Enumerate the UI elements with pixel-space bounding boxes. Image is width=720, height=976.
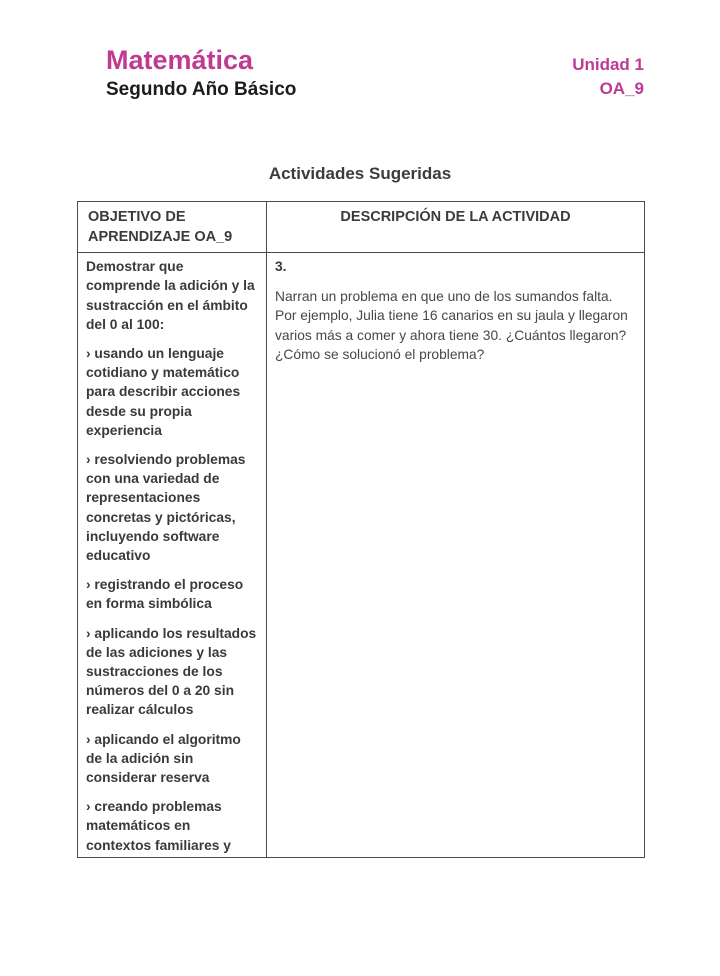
oa-code-label: OA_9	[599, 79, 644, 98]
header-left-block	[106, 44, 296, 102]
activity-description: Narran un problema en que uno de los sumandos falta. Por ejemplo, Julia tiene 16 canarios en su jaula y llegaron varios más a comer y ahora tiene 30. ¿Cuántos llegaron? ¿Cómo se solucionó el problema?	[275, 288, 628, 363]
grade-subtitle: Segundo Año Básico	[106, 79, 297, 101]
document-page	[0, 44, 720, 976]
header-right-block	[572, 44, 644, 101]
subject-title: Matemática	[106, 45, 254, 75]
page-title: Actividades Sugeridas	[268, 164, 452, 184]
activity-number: 3.	[275, 259, 287, 275]
table-header-row	[78, 202, 645, 253]
activities-table	[77, 201, 645, 858]
objective-bullet-2: › resolviendo problemas con una variedad de representaciones concretas y pictóricas, incluyendo software educativo	[86, 452, 246, 564]
column-header-description: DESCRIPCIÓN DE LA ACTIVIDAD	[267, 202, 645, 253]
objective-bullet-4: › aplicando los resultados de las adiciones y las sustracciones de los números del 0 a 20 sin realizar cálculos	[86, 625, 257, 718]
objective-cell	[78, 253, 267, 858]
activity-cell	[267, 253, 645, 858]
table-body-row	[78, 253, 645, 858]
unit-label: Unidad 1	[572, 55, 644, 74]
objective-intro: Demostrar que comprende la adición y la sustracción en el ámbito del 0 al 100:	[86, 259, 255, 332]
objective-bullet-6: › creando problemas matemáticos en contextos familiares y	[86, 799, 231, 853]
objective-bullet-5: › aplicando el algoritmo de la adición sin considerar reserva	[86, 731, 241, 786]
objective-bullet-3: › registrando el proceso en forma simbólica	[86, 577, 244, 612]
objective-bullet-1: › usando un lenguaje cotidiano y matemático para describir acciones desde su propia experiencia	[86, 346, 241, 438]
document-header	[106, 44, 644, 102]
column-header-objective: OBJETIVO DE APRENDIZAJE OA_9	[78, 202, 267, 253]
